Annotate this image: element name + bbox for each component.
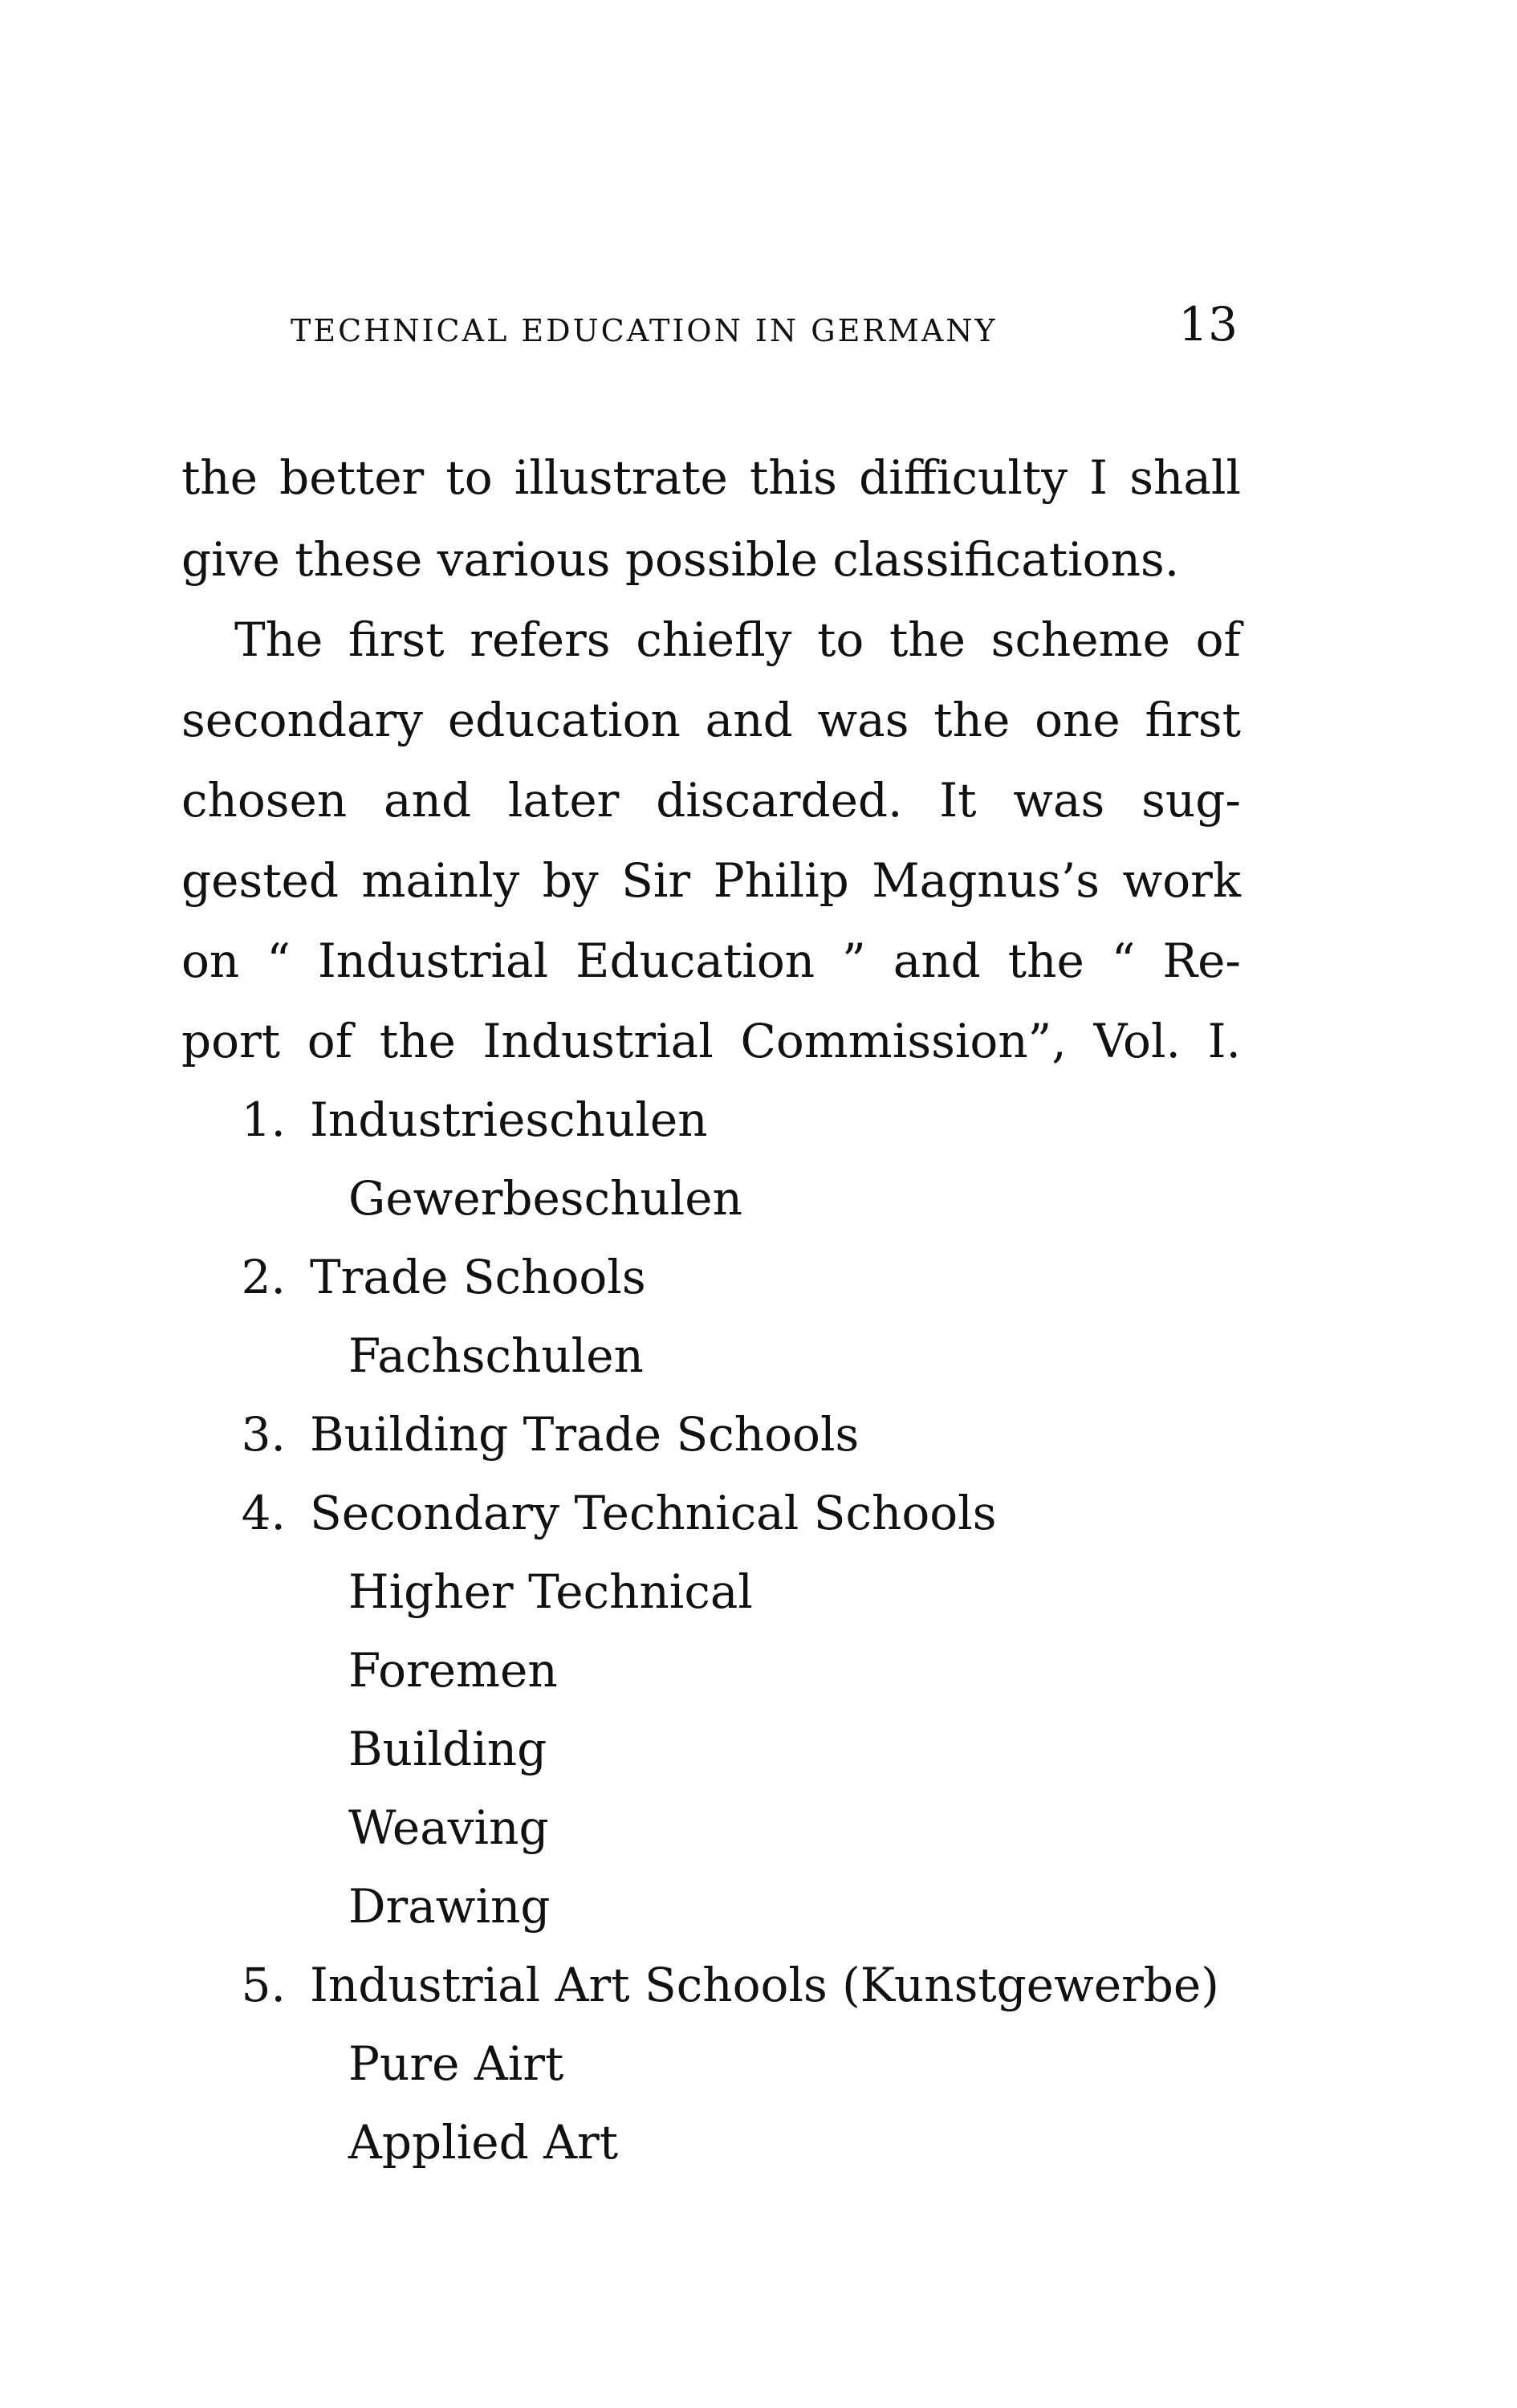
list-item-title: Industrial Art Schools (Kunstgewerbe) <box>310 1958 1219 2012</box>
list-item-title: Trade Schools <box>310 1250 646 1304</box>
list-number: 1. <box>241 1092 286 1147</box>
list-subitem: Applied Art <box>348 2115 619 2170</box>
running-title: TECHNICAL EDUCATION IN GERMANY <box>291 313 998 348</box>
body-line: give these various possible classifications. <box>181 532 1180 587</box>
list-subitem: Pure Airt <box>348 2036 564 2091</box>
list-subitem: Building <box>348 1722 547 1776</box>
list-number: 5. <box>241 1958 286 2012</box>
list-subitem: Drawing <box>348 1879 551 1934</box>
running-head <box>291 297 1238 361</box>
list-number: 3. <box>241 1407 286 1462</box>
list-number: 4. <box>241 1486 286 1540</box>
list-item-title: Secondary Technical Schools <box>310 1486 997 1540</box>
list-subitem: Higher Technical <box>348 1564 753 1619</box>
list-item-title: Industrieschulen <box>310 1092 708 1147</box>
list-subitem: Fachschulen <box>348 1328 644 1383</box>
body-line: secondary education and was the one first <box>181 693 1241 747</box>
body-line: the better to illustrate this difficulty I shall <box>181 450 1241 505</box>
body-line: chosen and later discarded. It was sug- <box>181 773 1241 828</box>
body-line: on “ Industrial Education ” and the “ Re- <box>181 934 1241 988</box>
body-line: The first refers chiefly to the scheme of <box>234 612 1241 667</box>
body-line: port of the Industrial Commission”, Vol. I. <box>181 1014 1241 1068</box>
list-subitem: Weaving <box>348 1800 549 1855</box>
body-line: gested mainly by Sir Philip Magnus’s work <box>181 853 1241 908</box>
list-subitem: Foremen <box>348 1643 558 1698</box>
list-item-title: Building Trade Schools <box>310 1407 860 1462</box>
list-subitem: Gewerbeschulen <box>348 1171 742 1226</box>
page-number: 13 <box>1178 297 1238 352</box>
list-number: 2. <box>241 1250 286 1304</box>
